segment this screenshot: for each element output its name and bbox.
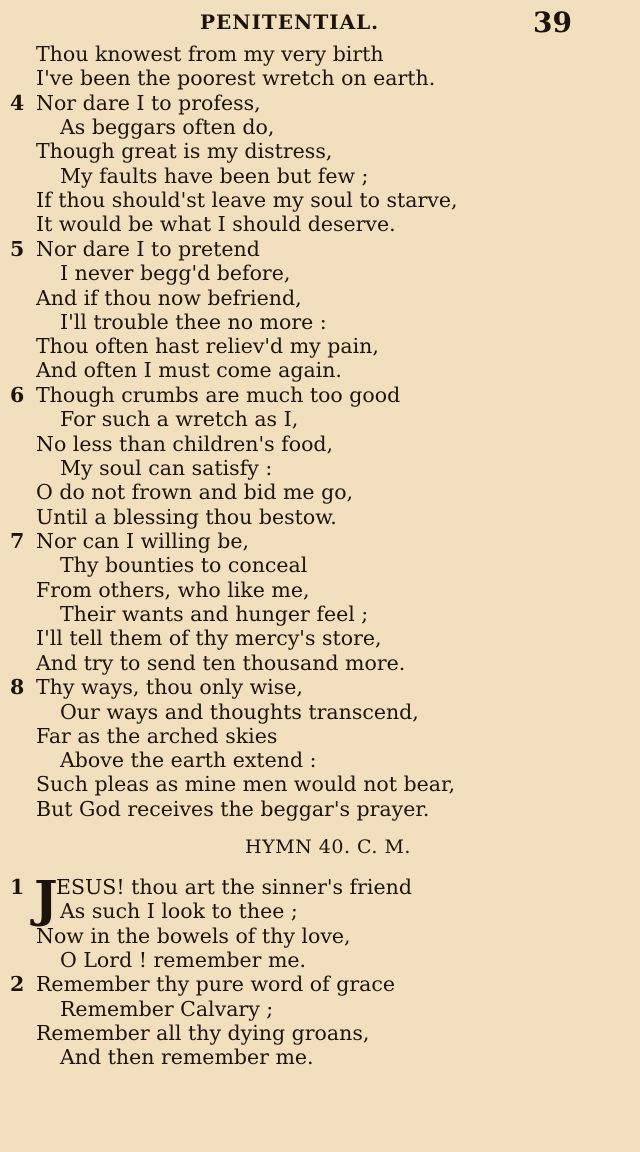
verse-line: 6 Though crumbs are much too good <box>10 383 401 408</box>
verse-line: Such pleas as mine men would not bear, <box>36 772 456 797</box>
verse-line: My soul can satisfy : <box>60 455 273 480</box>
verse-line: 8 Thy ways, thou only wise, <box>10 675 303 700</box>
verse-number: 7 <box>10 529 25 554</box>
verse-7 <box>0 529 640 675</box>
verse-number: 1 <box>10 874 25 899</box>
verse-line: If thou should'st leave my soul to starve, <box>36 188 458 213</box>
text-block <box>0 42 640 1070</box>
verse-line: 1 ESUS! thou art the sinner's friend <box>10 874 412 899</box>
verse-line: For such a wretch as I, <box>60 407 299 432</box>
verse-line: I've been the poorest wretch on earth. <box>36 66 436 91</box>
running-head: PENITENTIAL. <box>200 10 380 34</box>
verse-4 <box>0 91 640 237</box>
verse-line: Our ways and thoughts transcend, <box>60 699 419 724</box>
verse-line: As beggars often do, <box>60 115 275 140</box>
verse-line: And if thou now befriend, <box>36 285 302 310</box>
verse-line: And often I must come again. <box>36 358 342 383</box>
verse-line: My faults have been but few ; <box>60 163 369 188</box>
verse-line: Thy bounties to conceal <box>60 553 308 578</box>
drop-cap: J <box>34 868 58 928</box>
verse-number: 6 <box>10 383 25 408</box>
verse-number: 2 <box>10 972 25 997</box>
hymn-title: HYMN 40. C. M. <box>245 835 411 858</box>
page-number: 39 <box>533 6 572 39</box>
verse-8 <box>0 675 640 821</box>
verse-5 <box>0 237 640 383</box>
verse-line: And try to send ten thousand more. <box>36 650 406 675</box>
verse-line: But God receives the beggar's prayer. <box>36 796 430 821</box>
verse-line: O do not frown and bid me go, <box>36 480 354 505</box>
verse-line: Above the earth extend : <box>60 748 317 773</box>
verse-number: 4 <box>10 90 25 115</box>
verse-line: 5 Nor dare I to pretend <box>10 236 260 261</box>
verse-line: Thou often hast reliev'd my pain, <box>36 334 379 359</box>
verse-number: 5 <box>10 236 25 261</box>
verse-line: I never begg'd before, <box>60 261 291 286</box>
verse-line: No less than children's food, <box>36 431 334 456</box>
verse-6 <box>0 383 640 529</box>
verse-line: Now in the bowels of thy love, <box>36 923 351 948</box>
verse-line: 4 Nor dare I to profess, <box>10 90 261 115</box>
verse-line: I'll trouble thee no more : <box>60 309 327 334</box>
verse-line: 2 Remember thy pure word of grace <box>10 972 395 997</box>
verse-line: Until a blessing thou bestow. <box>36 504 337 529</box>
verse-line: Remember all thy dying groans, <box>36 1021 370 1046</box>
verse-line: Remember Calvary ; <box>60 996 274 1021</box>
verse-number: 8 <box>10 675 25 700</box>
verse-line: I'll tell them of thy mercy's store, <box>36 626 382 651</box>
verse-line: Thou knowest from my very birth <box>36 42 384 66</box>
verse-line: 7 Nor can I willing be, <box>10 529 250 554</box>
verse-line: And then remember me. <box>60 1045 314 1070</box>
verse-line: It would be what I should deserve. <box>36 212 396 237</box>
hymn-40-verse-2 <box>0 972 640 1069</box>
verse-line: From others, who like me, <box>36 577 310 602</box>
hymn-40-verse-1 <box>0 868 640 972</box>
verse-line: O Lord ! remember me. <box>60 947 307 972</box>
page-header <box>0 6 640 42</box>
verse-line: Far as the arched skies <box>36 723 278 748</box>
verse-line: As such I look to thee ; <box>60 899 298 924</box>
verse-line: Though great is my distress, <box>36 139 333 164</box>
verse-line: Their wants and hunger feel ; <box>60 602 369 627</box>
